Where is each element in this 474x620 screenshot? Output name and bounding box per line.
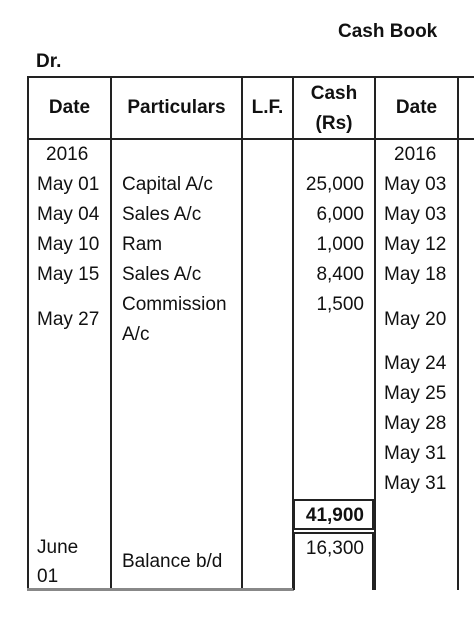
header-particulars: Particulars — [127, 97, 226, 118]
right-date: May 31 — [384, 473, 447, 494]
header-cash-unit: (Rs) — [315, 113, 353, 134]
header-cash: Cash — [310, 83, 358, 104]
row-date: May 15 — [37, 264, 100, 285]
balance-cash: 16,300 — [305, 538, 364, 559]
header-date: Date — [48, 97, 91, 118]
right-date: May 24 — [384, 353, 447, 374]
row-cash: 1,000 — [316, 234, 364, 255]
row-cash: 1,500 — [316, 294, 364, 315]
row-particulars: Capital A/c — [122, 174, 213, 195]
balance-particulars: Balance b/d — [122, 551, 223, 572]
row-date: May 10 — [37, 234, 100, 255]
row-date: May 04 — [37, 204, 100, 225]
right-date: May 03 — [384, 174, 447, 195]
row-cash: 8,400 — [316, 264, 364, 285]
col-border-particulars — [241, 76, 243, 590]
table-bottom-border — [27, 588, 294, 591]
debit-label: Dr. — [36, 51, 62, 72]
right-date: May 28 — [384, 413, 447, 434]
total-cash: 41,900 — [305, 505, 364, 526]
header-bottom-border — [27, 138, 474, 140]
row-cash: 6,000 — [316, 204, 364, 225]
year-right: 2016 — [394, 144, 437, 165]
right-date: May 12 — [384, 234, 447, 255]
table-top-border — [27, 76, 474, 78]
right-date: May 18 — [384, 264, 447, 285]
right-date: May 31 — [384, 443, 447, 464]
balance-date-cont: 01 — [37, 566, 59, 587]
col-border-left — [27, 76, 29, 590]
header-lf: L.F. — [251, 97, 284, 118]
row-date: May 27 — [37, 309, 100, 330]
right-date: May 03 — [384, 204, 447, 225]
right-date: May 25 — [384, 383, 447, 404]
row-particulars: Commission — [122, 294, 227, 315]
row-cash: 25,000 — [305, 174, 364, 195]
row-particulars: Sales A/c — [122, 204, 202, 225]
year-left: 2016 — [46, 144, 89, 165]
col-border-right-date — [457, 76, 459, 590]
row-particulars-cont: A/c — [122, 324, 150, 345]
col-border-cash — [374, 76, 376, 590]
header-date-right: Date — [395, 97, 438, 118]
page-title: Cash Book — [338, 21, 438, 42]
balance-date: June — [37, 537, 79, 558]
right-date: May 20 — [384, 309, 447, 330]
col-border-date — [110, 76, 112, 590]
row-particulars: Sales A/c — [122, 264, 202, 285]
row-particulars: Ram — [122, 234, 163, 255]
row-date: May 01 — [37, 174, 100, 195]
